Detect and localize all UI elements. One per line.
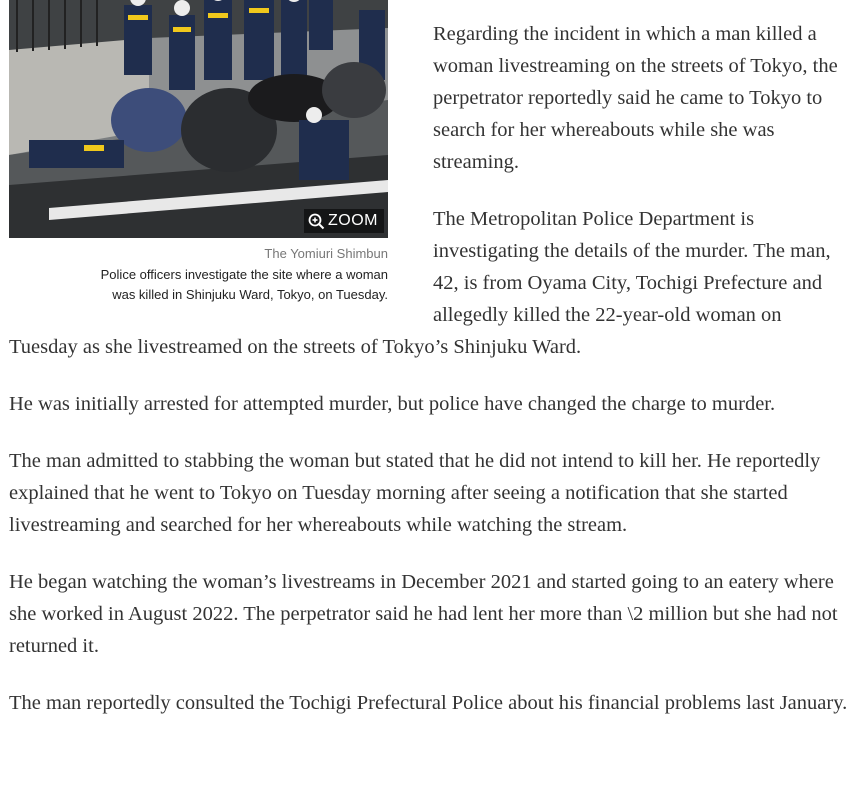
article-paragraph: The man admitted to stabbing the woman but stated that he did not intend to kill her. He reportedly explained that he went to Tokyo on Tuesday morning after seeing a notification that she started livestreaming and searched for her whereabouts while watching the stream. — [9, 450, 821, 536]
article-paragraph: The man reportedly consulted the Tochigi Prefectural Police about his financial problems last January. — [9, 692, 848, 714]
article-photo[interactable] — [9, 0, 388, 238]
article-paragraph: The Metropolitan Police Department is investigating the details of the murder. The man, 42, is from Oyama City, Tochigi Prefecture and allegedly killed the 22-year-old woman on Tuesday as she livestreamed on the streets of Tokyo’s Shinjuku Ward. — [9, 208, 831, 358]
article-paragraph: He was initially arrested for attempted murder, but police have changed the charge to murder. — [9, 393, 776, 415]
photo-credit: The Yomiuri Shimbun — [264, 246, 388, 261]
zoom-button[interactable] — [304, 209, 384, 233]
article-figure — [9, 0, 388, 305]
zoom-label: ZOOM — [328, 212, 378, 229]
photo-caption: Police officers investigate the site where a woman was killed in Shinjuku Ward, Tokyo, on Tuesday. — [100, 267, 388, 302]
article — [9, 0, 855, 744]
magnifier-plus-icon — [308, 213, 325, 230]
article-paragraph: Regarding the incident in which a man killed a woman livestreaming on the streets of Tokyo, the perpetrator reportedly said he came to Tokyo to search for her whereabouts while she was streaming. — [433, 23, 838, 173]
article-paragraph: He began watching the woman’s livestreams in December 2021 and started going to an eatery where she worked in August 2022. The perpetrator said he had lent her more than \2 million but she had not returned it. — [9, 571, 838, 657]
police-scene-image — [9, 0, 388, 238]
